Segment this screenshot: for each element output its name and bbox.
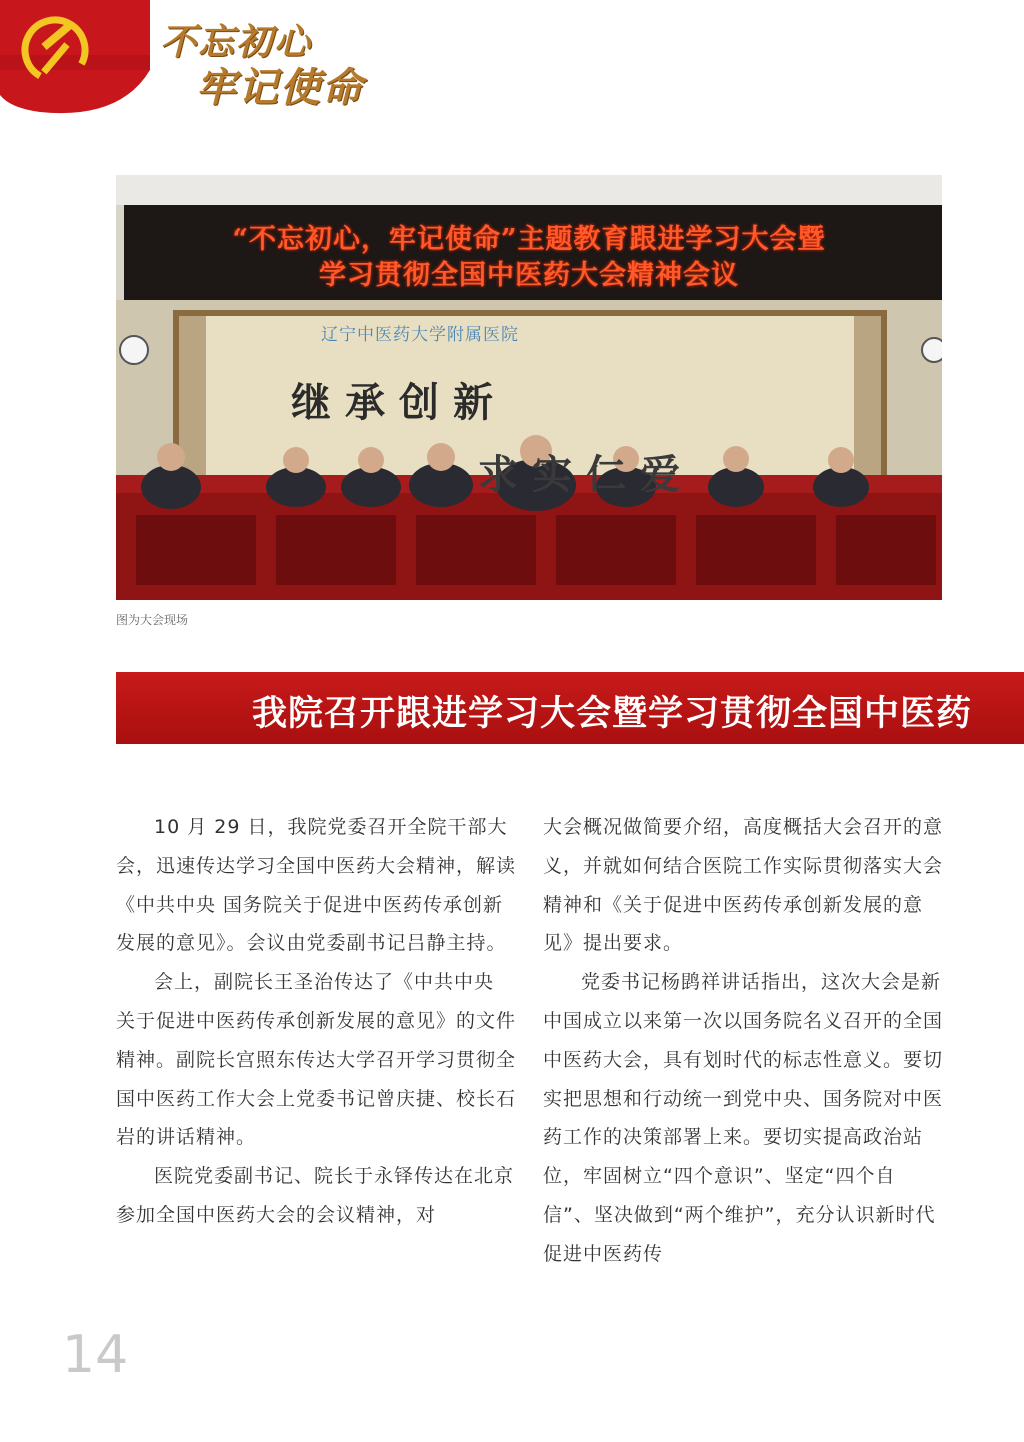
- header-slogan-line1: 不忘初心: [160, 21, 313, 63]
- paragraph: 会上，副院长王圣治传达了《中共中央 关于促进中医药传承创新发展的意见》的文件精神。副院长宫照东传达大学召开学习贯彻全国中医药工作大会上党委书记曾庆捷、校长石岩的讲话精神。: [116, 971, 517, 1149]
- header-slogan-line2: 牢记使命: [196, 64, 364, 111]
- slogan-truth-benevolence: 求实仁爱: [478, 451, 694, 498]
- body-column-right: [543, 808, 943, 1274]
- photo-caption: 图为大会现场: [116, 613, 189, 627]
- body-column-left: [116, 808, 516, 1235]
- led-screen-line1: “不忘初心，牢记使命”主题教育跟进学习大会暨: [232, 224, 826, 255]
- header-emblem: [0, 0, 380, 130]
- title-banner: [116, 672, 1024, 744]
- meeting-photo: [116, 175, 942, 600]
- paragraph: 10 月 29 日，我院党委召开全院干部大会，迅速传达学习全国中医药大会精神，解读《中共中央 国务院关于促进中医药传承创新发展的意见》。会议由党委副书记吕静主持。: [116, 816, 517, 955]
- hospital-name: 辽宁中医药大学附属医院: [321, 325, 519, 345]
- article-title: 我院召开跟进学习大会暨学习贯彻全国中医药: [252, 693, 973, 734]
- page-number: 14: [62, 1325, 129, 1385]
- led-screen-line2: 学习贯彻全国中医药大会精神会议: [319, 260, 739, 291]
- slogan-inherit-innovate: 继承创新: [291, 379, 507, 426]
- paragraph: 医院党委副书记、院长于永铎传达在北京参加全国中医药大会的会议精神，对: [116, 1165, 515, 1226]
- paragraph: 党委书记杨鹍祥讲话指出，这次大会是新中国成立以来第一次以国务院名义召开的全国中医药大会，具有划时代的标志性意义。要切实把思想和行动统一到党中央、国务院对中医药工作的决策部署上来。要切实提高政治站位，牢固树立“四个意识”、坚定“四个自信”、坚决做到“两个维护”，充分认识新时代促进中医药传: [543, 971, 944, 1265]
- paragraph: 大会概况做简要介绍，高度概括大会召开的意义，并就如何结合医院工作实际贯彻落实大会精神和《关于促进中医药传承创新发展的意见》提出要求。: [543, 816, 944, 955]
